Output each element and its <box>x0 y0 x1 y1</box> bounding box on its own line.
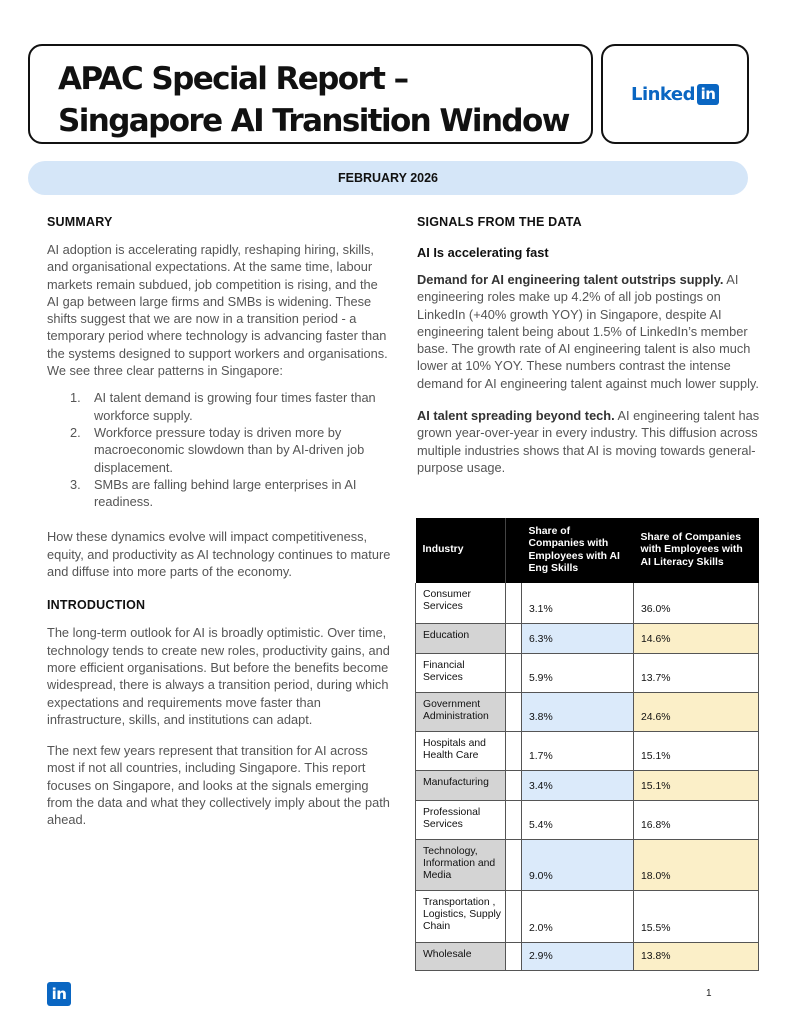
left-column <box>47 215 392 829</box>
ai-literacy-cell: 13.7% <box>634 653 759 692</box>
report-title <box>58 58 591 142</box>
ai-literacy-cell: 15.1% <box>634 770 759 800</box>
ai-skills-table <box>415 518 759 971</box>
spacer-cell <box>506 770 522 800</box>
spacer-cell <box>506 731 522 770</box>
linkedin-footer-icon: in <box>47 982 71 1006</box>
introduction-paragraph-1: The long-term outlook for AI is broadly optimistic. Over time, technology tends to create new roles, productivity gains, and more efficient organisations. But before the benefits become widespread, there is always a transition period, during which expectations and requirements move faster than infrastructure, skills, and institutions can adapt. <box>47 625 390 727</box>
signals-subheading: AI Is accelerating fast <box>417 245 549 260</box>
summary-paragraph: AI adoption is accelerating rapidly, reshaping hiring, skills, and organisational expectations. At the same time, labour markets remain subdued, job competition is rising, and the AI gap between large firms and SMBs is widening. These shifts suggest that we are now in a transition period - a temporary period where technology is advancing faster than the systems designed to support workers and organisations. We see three clear patterns in Singapore: <box>47 242 388 379</box>
table-row <box>416 692 759 731</box>
ai-eng-cell: 6.3% <box>522 623 634 653</box>
ai-eng-cell: 3.4% <box>522 770 634 800</box>
linkedin-logo-icon: in <box>697 84 719 105</box>
industry-cell: Government Administration <box>416 692 506 731</box>
spacer-cell <box>506 692 522 731</box>
industry-cell: Wholesale <box>416 942 506 970</box>
industry-cell: Consumer Services <box>416 583 506 623</box>
ai-literacy-cell: 15.1% <box>634 731 759 770</box>
industry-cell: Professional Services <box>416 800 506 839</box>
right-column <box>417 215 762 476</box>
list-number: 2. <box>70 424 81 440</box>
table-header-row <box>416 518 759 583</box>
spacer-cell <box>506 653 522 692</box>
date-banner: FEBRUARY 2026 <box>28 161 748 195</box>
list-item <box>47 424 392 476</box>
table-row <box>416 770 759 800</box>
spacer-cell <box>506 800 522 839</box>
logo-wordmark: Linked <box>630 83 696 105</box>
ai-literacy-cell: 16.8% <box>634 800 759 839</box>
spacer-cell <box>506 623 522 653</box>
signals-paragraph-1-lead: Demand for AI engineering talent outstrips supply. <box>417 272 724 287</box>
ai-eng-cell: 3.8% <box>522 692 634 731</box>
summary-heading: SUMMARY <box>47 215 113 229</box>
table-row <box>416 839 759 890</box>
ai-eng-cell: 3.1% <box>522 583 634 623</box>
signals-paragraph-2-body: AI engineering talent has grown year-over-year in every industry. This diffusion across multiple industries shows that AI is moving towards general-purpose usage. <box>417 408 760 475</box>
introduction-heading: INTRODUCTION <box>47 598 146 613</box>
header-industry: Industry <box>416 518 506 583</box>
ai-literacy-cell: 13.8% <box>634 942 759 970</box>
linkedin-logo <box>631 84 719 105</box>
list-number: 3. <box>70 476 81 492</box>
ai-literacy-cell: 24.6% <box>634 692 759 731</box>
ai-literacy-cell: 14.6% <box>634 623 759 653</box>
list-item <box>47 389 392 424</box>
header-ai-eng: Share of Companies with Employees with AI Eng Skills <box>522 518 634 583</box>
spacer-cell <box>506 839 522 890</box>
header-spacer <box>506 518 522 583</box>
ai-eng-cell: 1.7% <box>522 731 634 770</box>
list-text: SMBs are falling behind large enterprises in AI readiness. <box>94 476 357 510</box>
table-row <box>416 942 759 970</box>
table-row <box>416 800 759 839</box>
industry-cell: Transportation , Logistics, Supply Chain <box>416 890 506 942</box>
table-row <box>416 731 759 770</box>
report-title-line1: APAC Special Report – <box>58 61 408 97</box>
table-row <box>416 583 759 623</box>
logo-box <box>601 44 749 144</box>
introduction-paragraph-2: The next few years represent that transition for AI across most if not all countries, including Singapore. This report focuses on Singapore, and looks at the signals emerging from the data and what they collectively imply about the path ahead. <box>47 743 390 828</box>
page-number: 1 <box>706 988 712 999</box>
ai-literacy-cell: 36.0% <box>634 583 759 623</box>
report-title-line2: Singapore AI Transition Window <box>58 103 569 139</box>
spacer-cell <box>506 583 522 623</box>
ai-literacy-cell: 15.5% <box>634 890 759 942</box>
signals-paragraph-1 <box>417 271 762 392</box>
list-text: AI talent demand is growing four times faster than workforce supply. <box>94 390 376 423</box>
spacer-cell <box>506 890 522 942</box>
signals-heading: SIGNALS FROM THE DATA <box>417 215 582 229</box>
report-title-box <box>28 44 593 144</box>
industry-cell: Education <box>416 623 506 653</box>
ai-eng-cell: 2.9% <box>522 942 634 970</box>
spacer-cell <box>506 942 522 970</box>
table-row <box>416 653 759 692</box>
patterns-list <box>47 389 392 510</box>
list-text: Workforce pressure today is driven more by macroeconomic slowdown than by AI-driven job displacement. <box>94 424 365 475</box>
header-ai-literacy: Share of Companies with Employees with AI Literacy Skills <box>634 518 759 583</box>
ai-eng-cell: 9.0% <box>522 839 634 890</box>
industry-cell: Financial Services <box>416 653 506 692</box>
signals-paragraph-1-body: AI engineering roles make up 4.2% of all job postings on LinkedIn (+40% growth YOY) in Singapore, despite AI engineering talent being about 1.5% of LinkedIn’s member base. The growth rate of AI engineering talent is also much lower at 10% YOY. These numbers contrast the intense demand for AI engineering talent against much lower supply. <box>417 272 759 391</box>
ai-literacy-cell: 18.0% <box>634 839 759 890</box>
ai-eng-cell: 2.0% <box>522 890 634 942</box>
industry-cell: Technology, Information and Media <box>416 839 506 890</box>
table-row <box>416 890 759 942</box>
ai-eng-cell: 5.9% <box>522 653 634 692</box>
signals-paragraph-2 <box>417 407 762 476</box>
list-number: 1. <box>70 390 81 406</box>
list-item <box>47 476 392 511</box>
summary-closing-paragraph: How these dynamics evolve will impact competitiveness, equity, and productivity as AI technology continues to mature and diffuse into more parts of the economy. <box>47 529 391 580</box>
industry-cell: Manufacturing <box>416 770 506 800</box>
signals-paragraph-2-lead: AI talent spreading beyond tech. <box>417 408 615 424</box>
table-row <box>416 623 759 653</box>
industry-cell: Hospitals and Health Care <box>416 731 506 770</box>
ai-eng-cell: 5.4% <box>522 800 634 839</box>
